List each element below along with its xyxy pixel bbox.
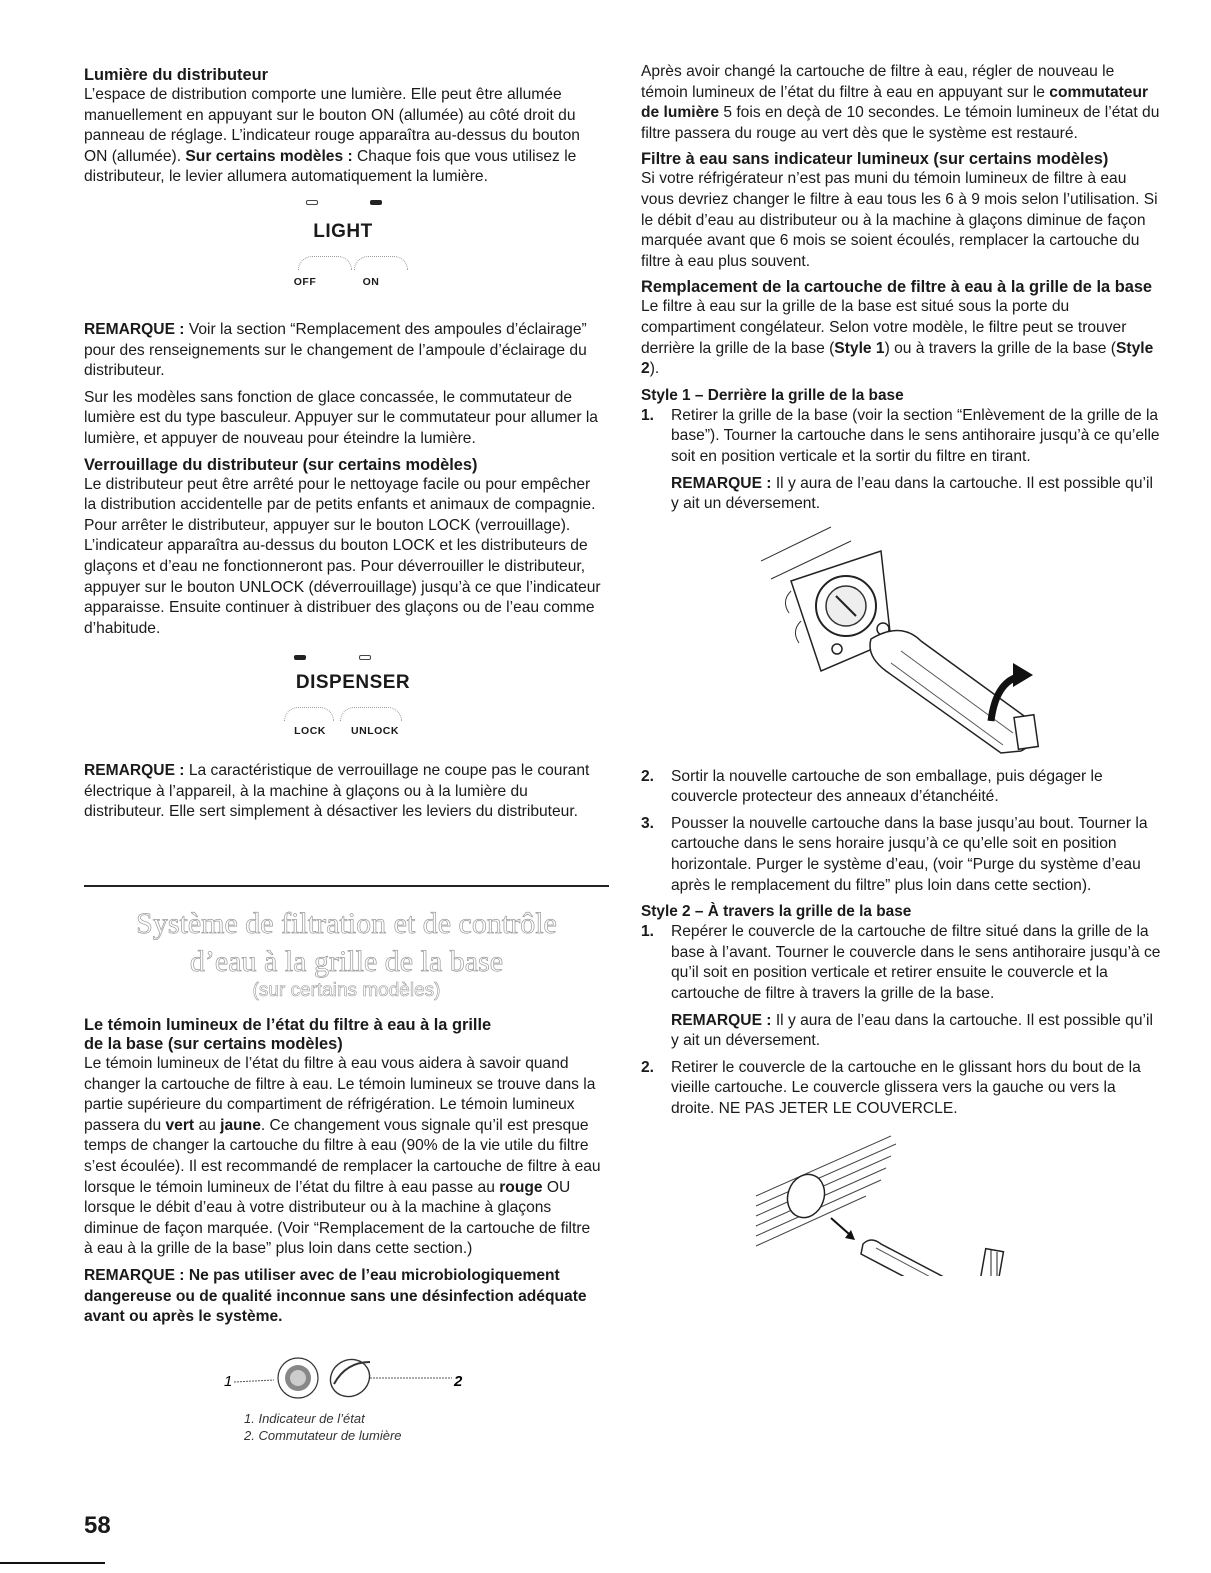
section-subtitle: (sur certains modèles) (252, 980, 441, 1001)
section-divider (84, 885, 609, 887)
svg-text:1: 1 (224, 1372, 233, 1390)
unlock-button-label: UNLOCK (351, 725, 399, 738)
filter-cartridge-icon (861, 1240, 961, 1276)
list-item: 2. Retirer le couvercle de la cartouche en le glissant hors du bout de la vieille cartouche. Le couvercle glissera vers la gauche ou vers la droite. NE PAS JETER LE COUVERCLE. (641, 1058, 1141, 1117)
list-item: 1. Retirer la grille de la base (voir la section “Enlèvement de la grille de la base”). Tourner la cartouche dans le sens antihoraire jusqu’à ce qu’elle soit en position verticale et la sortir du filtre en tirant. REMARQUE : Il y aura de l’eau dans la cartouche. Il est possible qu’il y ait un déversement. (641, 406, 1160, 513)
light-switch-icon (324, 1352, 377, 1403)
off-button-label: OFF (293, 275, 317, 288)
light-switch-figure (84, 194, 602, 312)
list-item: 1. Repérer le couvercle de la cartouche de filtre situé dans la grille de la base à l’avant. Tourner le couvercle dans le sens antihoraire jusqu’à ce qu’il soit en position verticale et retirer ensuite le couvercle et la cartouche de filtre à travers la grille de la base. REMARQUE : Il y aura de l’eau dans la cartouche. Il est possible qu’il y ait un déversement. (641, 923, 1161, 1050)
figure-caption: 1. Indicateur de l’état 2. Commutateur de lumière (244, 1410, 402, 1443)
dispenser-label: DISPENSER (295, 672, 411, 694)
on-button-label: ON (362, 275, 380, 288)
light-heading: Lumière du distributeur (84, 66, 268, 84)
list-item: 3. Pousser la nouvelle cartouche dans la base jusqu’au bout. Tourner la cartouche dans le sens horaire jusqu’à ce qu’elle soit en position horizontale. Purger le système d’eau, (voir “Purge du système d’eau après le remplacement du filtre” plus loin dans cette section). (641, 814, 1148, 894)
filter-cartridge-icon (870, 630, 1034, 753)
replace-paragraph: Le filtre à eau sur la grille de la base est situé sous la porte du compartiment congélateur. Selon votre modèle, le filtre peut se trouver derrière la grille de la base (Style 1) ou à travers la grille de la base (Style 2). (641, 298, 1154, 378)
left-lower-column (84, 1012, 602, 1444)
lock-paragraph: Le distributeur peut être arrêté pour le nettoyage facile ou pour empêcher la distribution accidentelle par de petits enfants et animaux de compagnie. Pour arrêter le distributeur, appuyer sur le bouton LOCK (verrouillage). L’indicateur apparaîtra au-dessus du bouton LOCK et les distributeurs de glaçons et d’eau ne fonctionneront pas. Pour déverrouiller le distributeur, appuyer sur le bouton UNLOCK (déverrouillage) jusqu’à ce que l’indicateur apparaisse. Ensuite continuer à distribuer des glaçons ou de l’eau comme d’habitude. (84, 475, 601, 637)
left-column (84, 62, 602, 829)
dispenser-lock-figure (84, 645, 602, 753)
style1-heading: Style 1 – Derrière la grille de la base (641, 386, 904, 404)
indicator-off-icon (306, 200, 318, 205)
lock-heading: Verrouillage du distributeur (sur certains modèles) (84, 455, 478, 474)
right-column (641, 62, 1161, 1276)
light-paragraph: L’espace de distribution comporte une lumière. Elle peut être allumée manuellement en appuyant sur le bouton ON (allumée) au côté droit du panneau de réglage. L’indicateur rouge apparaîtra au-dessus du bouton ON (allumée). Sur certains modèles : Chaque fois que vous utilisez le distributeur, le levier allumera automatiquement la lumière. (84, 86, 580, 186)
indicator-heading: Le témoin lumineux de l’état du filtre à eau à la grille de la base (sur certains modèles) (84, 1016, 492, 1053)
remarque-lock: REMARQUE : La caractéristique de verrouillage ne coupe pas le courant électrique à l’appareil, à la machine à glaçons ou à la lumière du distributeur. Elle sert simplement à désactiver les leviers du distributeur. (84, 762, 590, 821)
replace-heading: Remplacement de la cartouche de filtre à eau à la grille de la base (641, 278, 1153, 297)
light-label: LIGHT (313, 220, 373, 242)
style2-heading: Style 2 – À travers la grille de la base (641, 903, 912, 921)
style1-steps (641, 406, 1161, 515)
indicator-paragraph: Le témoin lumineux de l’état du filtre à eau vous aidera à savoir quand changer la cartouche de filtre à eau. Le témoin lumineux se trouve dans la partie supérieure du compartiment de réfrigération. Le témoin lumineux passera du vert au jaune. Ce changement vous signale qu’il est presque temps de changer la cartouche du filtre à eau (90% de la vie utile du filtre s’est écoulée). Il est recommandé de remplacer la cartouche de filtre à eau lorsque le témoin lumineux de l’état du filtre à eau passe au rouge OU lorsque le débit d’eau à votre distributeur ou à la machine à glaçons diminue de façon marquée. (Voir “Remplacement de la cartouche de filtre à eau à la grille de la base” plus loin dans cette section.) (84, 1055, 601, 1258)
svg-text:2: 2 (454, 1372, 463, 1390)
footer-rule (0, 1562, 105, 1564)
indicator-switch-illustration (84, 1340, 602, 1410)
indicator-unlock-icon (359, 655, 371, 660)
lock-button-label: LOCK (294, 725, 326, 738)
cartridge-cap-icon (981, 1248, 1004, 1275)
reset-paragraph: Après avoir changé la cartouche de filtre à eau, régler de nouveau le témoin lumineux de l’état du filtre à eau en appuyant sur le commutateur de lumière 5 fois en deçà de 10 secondes. Le témoin lumineux de l’état du filtre passera du rouge au vert dès que le système est restauré. (641, 63, 1160, 142)
page-number: 58 (84, 1512, 111, 1539)
section-title: Système de filtration et de contrôle d’eau à la grille de la base (136, 907, 557, 978)
style1-filter-illustration (641, 521, 1161, 761)
style1-steps-continued (641, 767, 1161, 897)
indicator-on-icon (370, 200, 382, 205)
style2-filter-illustration (641, 1126, 1161, 1276)
remarque-ampoule: REMARQUE : Voir la section “Remplacement des ampoules d’éclairage” pour des renseignements sur le changement de l’ampoule d’éclairage du distributeur. (84, 320, 587, 380)
warning-paragraph: REMARQUE : Ne pas utiliser avec de l’eau microbiologiquement dangereuse ou de qualité inconnue sans une désinfection adéquate avant ou après le système. (84, 1266, 587, 1326)
grille-cover-icon (782, 1169, 831, 1223)
crushed-ice-paragraph: Sur les modèles sans fonction de glace concassée, le commutateur de lumière est du type basculeur. Appuyer sur le commutateur pour allumer la lumière, et appuyer de nouveau pour éteindre la lumière. (84, 388, 598, 447)
no-indicator-heading: Filtre à eau sans indicateur lumineux (sur certains modèles) (641, 150, 1109, 169)
style2-steps (641, 922, 1161, 1119)
list-item: 2. Sortir la nouvelle cartouche de son emballage, puis dégager le couvercle protecteur des anneaux d’étanchéité. (641, 767, 1103, 806)
no-indicator-paragraph: Si votre réfrigérateur n’est pas muni du témoin lumineux de filtre à eau vous devriez changer le filtre à eau tous les 6 à 9 mois selon l’utilisation. Si le débit d’eau au distributeur ou à la machine à glaçons diminue de façon marquée avant que 6 mois se soient écoulés, remplacer la cartouche du filtre à eau plus souvent. (641, 170, 1158, 270)
indicator-lock-icon (294, 655, 306, 660)
